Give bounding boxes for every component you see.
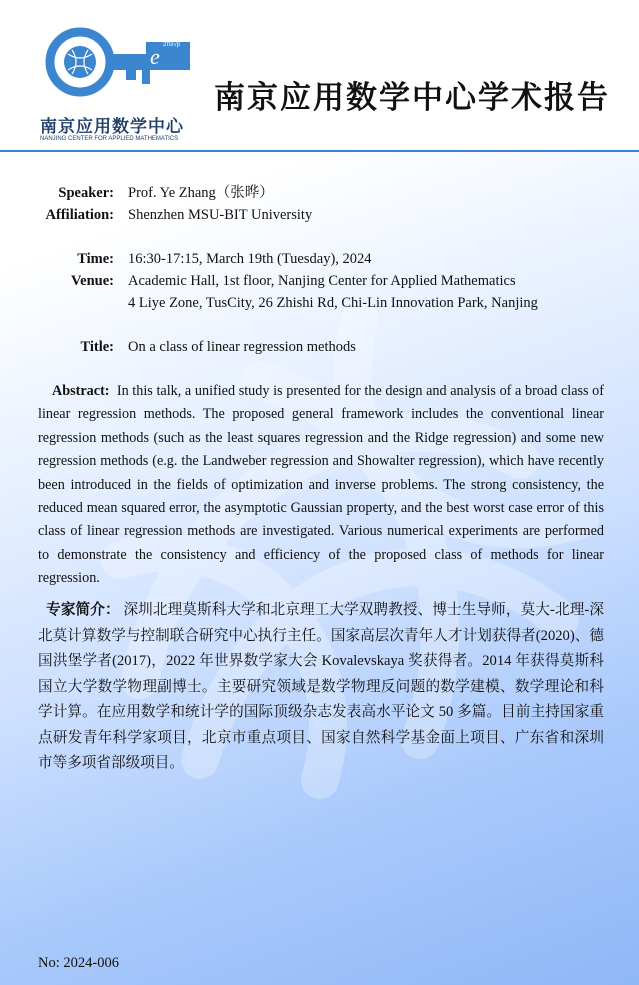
talk-title-value: On a class of linear regression methods (128, 339, 356, 355)
header-band (0, 0, 639, 152)
bio-text: 深圳北理莫斯科大学和北京理工大学双聘教授、博士生导师，莫大-北理-深北莫计算数学与控制联合研究中心执行主任。国家高层次青年人才计划获得者(2020)、德国洪堡学者(2017)，2022 年世界数学家大会 Kovalevskaya 奖获得者。2014 年获得莫斯科国立大学数学物理副博士。主要研究领域是数学物理反问题的数学建模、数学理论和科学计算。在应用数学和统计学的国际顶级杂志发表高水平论文 50 多篇。目前主持国家重点研发青年科学家项目，北京市重点项目、国家自然科学基金面上项目、广东省和深圳市等多项省部级项目。 (38, 602, 604, 771)
abstract-paragraph (38, 380, 604, 591)
affiliation-value: Shenzhen MSU-BIT University (128, 207, 313, 223)
venue-line-1: Academic Hall, 1st floor, Nanjing Center for Applied Mathematics (128, 273, 516, 289)
bio-paragraph (38, 598, 604, 777)
logo-text-cn: 南京应用数学中心 (40, 117, 184, 136)
speaker-value: Prof. Ye Zhang（张晔） (128, 185, 274, 201)
speaker-label: Speaker: (58, 185, 114, 201)
announcement-number: No: 2024-006 (38, 955, 119, 971)
logo-badge: e (150, 44, 160, 69)
page-title: 南京应用数学中心学术报告 (214, 80, 610, 115)
logo-badge-exponent: 2πi/√p (163, 42, 181, 48)
header-divider (0, 150, 639, 152)
logo-text-en: NANJING CENTER FOR APPLIED MATHEMATICS (40, 136, 179, 142)
affiliation-label: Affiliation: (45, 207, 114, 223)
bio-label: 专家简介： (46, 602, 120, 618)
time-value: 16:30-17:15, March 19th (Tuesday), 2024 (128, 251, 372, 267)
abstract-label: Abstract: (52, 383, 110, 399)
venue-label: Venue: (71, 273, 114, 289)
talk-title-label: Title: (80, 339, 114, 355)
venue-line-2: 4 Liye Zone, TusCity, 26 Zhishi Rd, Chi-Lin Innovation Park, Nanjing (128, 295, 538, 311)
abstract-text: In this talk, a unified study is presented for the design and analysis of a broad class of linear regression methods. The proposed general framework includes the conventional linear regression methods (such as the least squares regression and the Ridge regression) and some new regression methods (e.g. the Landweber regression and Showalter regression), which have recently been introduced in the fields of optimization and inverse problems. The strong consistency, the reduced mean squared error, the asymptotic Gaussian property, and the best worst case error of this class of linear regression methods are investigated. Various numerical experiments are performed to demonstrate the consistency and efficiency of the proposed class of methods for linear regression. (38, 383, 605, 587)
time-label: Time: (77, 251, 114, 267)
